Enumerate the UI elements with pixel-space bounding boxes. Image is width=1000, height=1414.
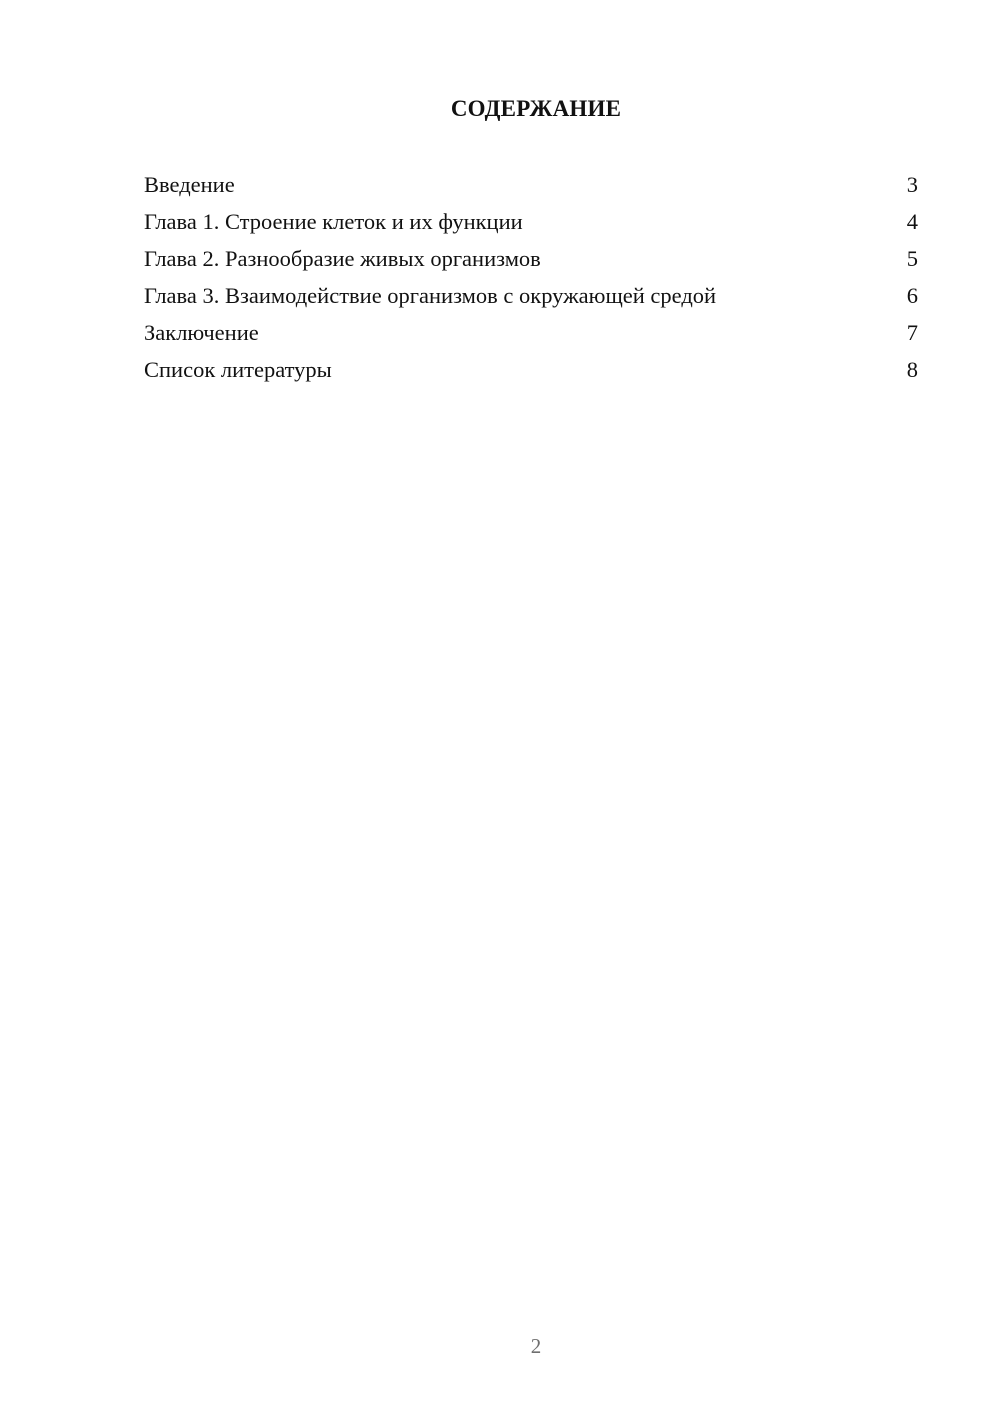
toc-entry-page: 7 [906,320,918,345]
toc-entry-page: 5 [906,246,918,271]
toc-entry-label: Введение [144,172,235,197]
toc-entry-label: Список литературы [144,357,332,382]
toc-entry-label: Заключение [144,320,259,345]
toc-entry-label: Глава 3. Взаимодействие организмов с окружающей средой [144,283,717,308]
toc-entry-chapter-3 [144,281,918,318]
toc-entry-references [144,355,918,392]
toc-entry-page: 8 [906,357,918,382]
toc-entry-introduction [144,170,918,207]
toc-entry-chapter-1 [144,207,918,244]
toc-entry-chapter-2 [144,244,918,281]
page-number: 2 [530,1334,542,1358]
toc-entry-page: 4 [906,209,918,234]
toc-entry-label: Глава 2. Разнообразие живых организмов [144,246,541,271]
table-of-contents [144,170,918,392]
toc-entry-page: 6 [906,283,918,308]
page-title: СОДЕРЖАНИЕ [450,96,622,121]
toc-entry-conclusion [144,318,918,355]
toc-entry-page: 3 [906,172,918,197]
toc-entry-label: Глава 1. Строение клеток и их функции [144,209,523,234]
